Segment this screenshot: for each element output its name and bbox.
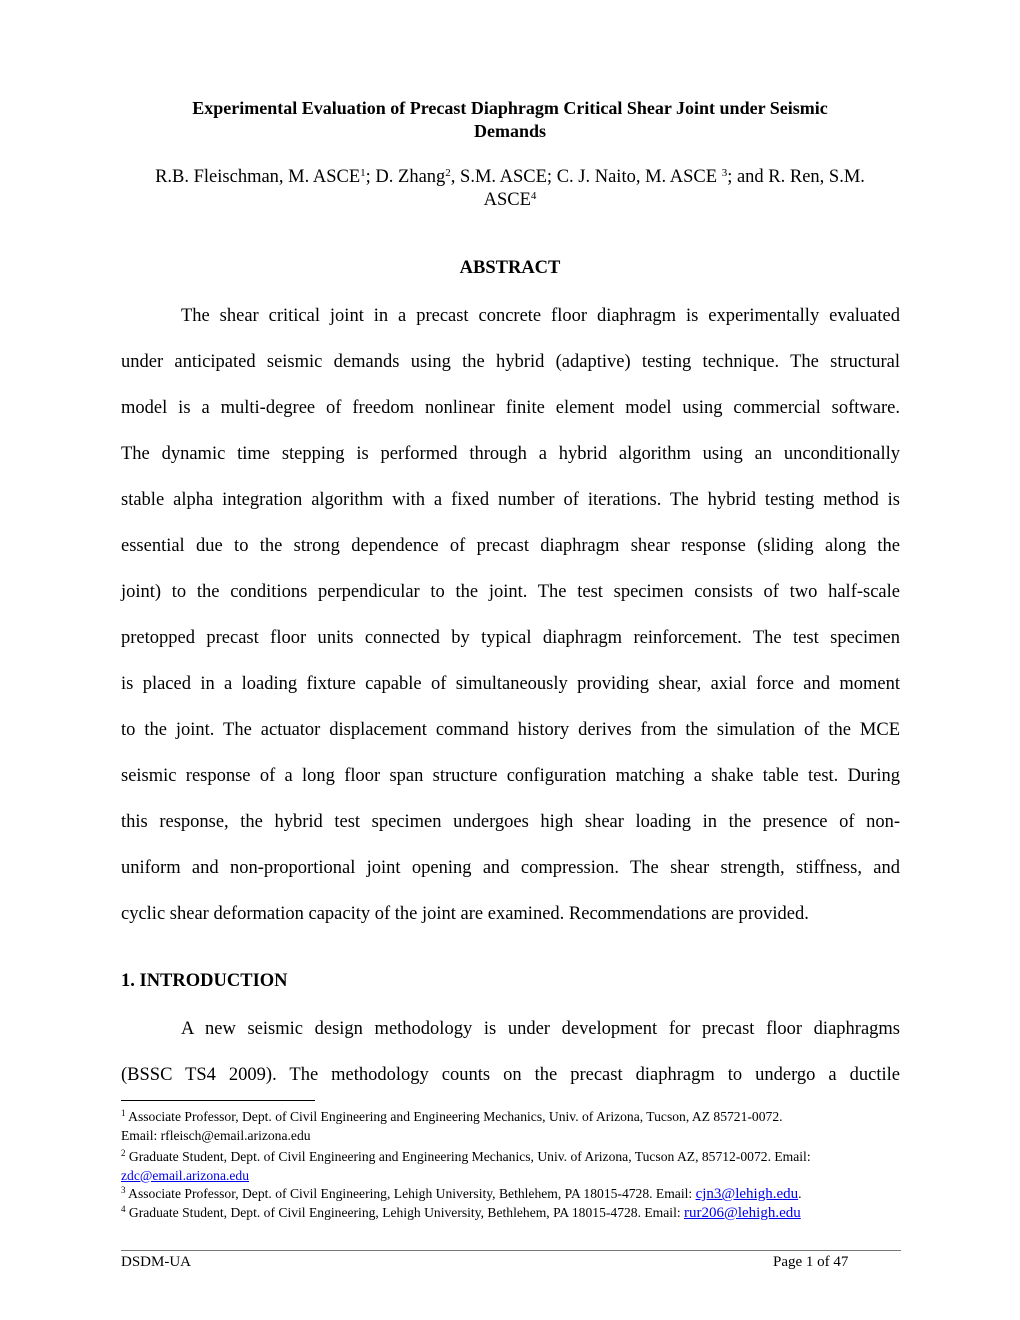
footnote	[121, 1148, 911, 1167]
footnote-ref: 4	[530, 190, 537, 202]
footnote	[121, 1204, 911, 1223]
footnote	[121, 1108, 911, 1127]
title-line: Experimental Evaluation of Precast Diaphragm Critical Shear Joint under Seismic	[192, 98, 828, 118]
footnote	[121, 1185, 911, 1204]
footnote-ref: 1	[360, 167, 366, 179]
text-line: uniform and non-proportional joint opening and compression. The shear strength, stiffness, and	[121, 858, 900, 878]
abstract-body	[121, 293, 900, 937]
text-line: cyclic shear deformation capacity of the joint are examined. Recommendations are provided.	[121, 904, 809, 924]
text-line: The dynamic time stepping is performed through a hybrid algorithm using an unconditionally	[121, 444, 900, 464]
email-link[interactable]: zdc@email.arizona.edu	[121, 1167, 249, 1183]
footnote-text: Email: rfleisch@email.arizona.edu	[121, 1127, 311, 1143]
page-number: Page 1 of 47	[773, 1254, 849, 1270]
title-line: Demands	[473, 121, 546, 141]
text-line: (BSSC TS4 2009). The methodology counts on the precast diaphragm to undergo a ductile	[121, 1065, 900, 1085]
author: ; D. Zhang	[365, 167, 446, 187]
author: ASCE	[483, 190, 531, 210]
abstract-heading: ABSTRACT	[459, 258, 561, 278]
footnote-ref: 3	[721, 167, 728, 179]
text-line: essential due to the strong dependence of precast diaphragm shear response (sliding along the	[121, 536, 900, 556]
footnote-text: Associate Professor, Dept. of Civil Engineering, Lehigh University, Bethlehem, PA 18015-4728. Email:	[125, 1186, 696, 1201]
introduction-heading: 1. INTRODUCTION	[121, 971, 288, 991]
footnote-separator	[121, 1100, 315, 1101]
footnote-number: 4	[121, 1203, 126, 1214]
footer-left: DSDM-UA	[121, 1254, 192, 1270]
text-line: stable alpha integration algorithm with a fixed number of iterations. The hybrid testing method is	[121, 490, 900, 510]
footnote-text: Graduate Student, Dept. of Civil Engineering and Engineering Mechanics, Univ. of Arizona, Tucson AZ, 85712-0072. Email:	[125, 1149, 811, 1164]
footnote-number: 2	[121, 1148, 126, 1158]
text-line: model is a multi-degree of freedom nonlinear finite element model using commercial software.	[121, 398, 900, 418]
text-line: is placed in a loading fixture capable of simultaneously providing shear, axial force and moment	[121, 674, 900, 694]
author: , S.M. ASCE; C. J. Naito, M. ASCE	[450, 167, 722, 187]
footnote-text: .	[798, 1186, 802, 1201]
footnotes	[121, 1108, 911, 1222]
email-link[interactable]: cjn3@lehigh.edu	[695, 1186, 799, 1202]
author: ; and R. Ren, S.M.	[727, 167, 865, 187]
paper-title	[0, 97, 1020, 143]
footer-separator	[121, 1250, 901, 1251]
author-list	[0, 166, 1020, 212]
text-line: seismic response of a long floor span structure configuration matching a shake table test. During	[121, 766, 900, 786]
text-line: A new seismic design methodology is under development for precast floor diaphragms	[181, 1019, 900, 1039]
text-line: this response, the hybrid test specimen undergoes high shear loading in the presence of non-	[121, 812, 900, 832]
footnote-number: 3	[121, 1185, 126, 1195]
introduction-body	[121, 1006, 900, 1098]
text-line: under anticipated seismic demands using the hybrid (adaptive) testing technique. The structural	[121, 352, 900, 372]
email-link[interactable]: rur206@lehigh.edu	[684, 1204, 801, 1221]
footnote-number: 1	[121, 1108, 126, 1118]
text-line: pretopped precast floor units connected by typical diaphragm reinforcement. The test specimen	[121, 628, 900, 648]
text-line: The shear critical joint in a precast concrete floor diaphragm is experimentally evaluated	[181, 306, 900, 326]
author: R.B. Fleischman, M. ASCE	[155, 167, 361, 187]
text-line: joint) to the conditions perpendicular to the joint. The test specimen consists of two half-scale	[121, 582, 900, 602]
footnote-text: Graduate Student, Dept. of Civil Engineering, Lehigh University, Bethlehem, PA 18015-4728. Email:	[125, 1204, 685, 1220]
footnote-text: Associate Professor, Dept. of Civil Engineering and Engineering Mechanics, Univ. of Arizona, Tucson, AZ 85721-0072.	[125, 1109, 783, 1124]
footnote-ref: 2	[445, 167, 451, 179]
text-line: to the joint. The actuator displacement command history derives from the simulation of the MCE	[121, 720, 900, 740]
